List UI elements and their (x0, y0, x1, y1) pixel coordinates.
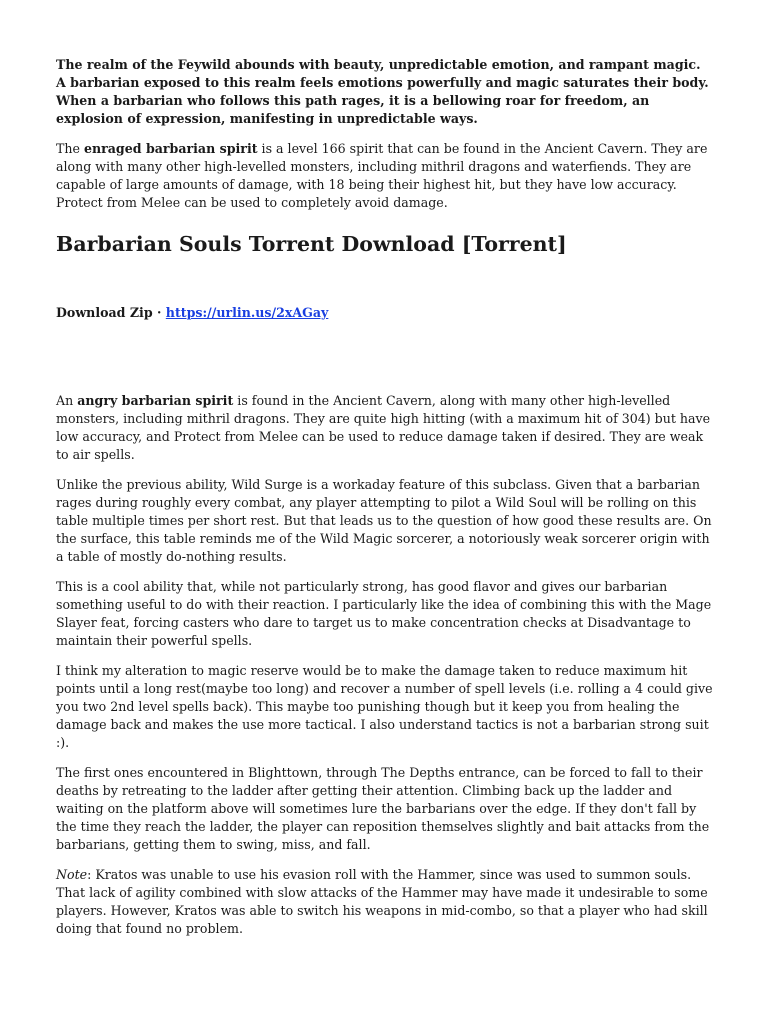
page-title: Barbarian Souls Torrent Download [Torrent] (56, 232, 567, 256)
paragraph-enraged-spirit (56, 140, 714, 212)
note-text: : Kratos was unable to use his evasion roll with the Hammer, since was used to summon souls. That lack of agility combined with slow attacks of the Hammer may have made it undesirable to some players. However, Kratos was able to switch his weapons in mid-combo, so that a player who had skill doing that found no problem. (56, 867, 708, 936)
note-label: Note (56, 867, 88, 882)
paragraph-cool-ability: This is a cool ability that, while not particularly strong, has good flavor and gives our barbarian something useful to do with their reaction. I particularly like the idea of combining this with the Mage Slayer feat, forcing casters who dare to target us to make concentration checks at Disadvantage to maintain their powerful spells. (56, 579, 712, 648)
download-link[interactable]: https://urlin.us/2xAGay (165, 305, 329, 320)
paragraph-magic-reserve: I think my alteration to magic reserve would be to make the damage taken to reduce maximum hit points until a long rest(maybe too long) and recover a number of spell levels (i.e. rolling a 4 could give you two 2nd level spells back). This maybe too punishing though but it keep you from healing the damage back and makes the use more tactical. I also understand tactics is not a barbarian strong suit :). (56, 663, 713, 750)
p2-bold-term: angry barbarian spirit (77, 393, 234, 408)
p2-pre: An (56, 393, 78, 408)
download-label: Download Zip · (56, 305, 166, 320)
p1-bold-term: enraged barbarian spirit (83, 141, 258, 156)
paragraph-kratos-note (56, 866, 714, 938)
p1-post: is a level 166 spirit that can be found in the Ancient Cavern. They are along with many other high-levelled monsters, including mithril dragons and waterfiends. They are capable of large amounts of damage, with 18 being their highest hit, but they have low accuracy. Protect from Melee can be used to completely avoid damage. (56, 141, 708, 210)
intro-paragraph: The realm of the Feywild abounds with beauty, unpredictable emotion, and rampant magic. A barbarian exposed to this realm feels emotions powerfully and magic saturates their body. When a barbarian who follows this path rages, it is a bellowing roar for freedom, an explosion of expression, manifesting in unpredictable ways. (56, 57, 709, 126)
paragraph-angry-spirit (56, 392, 714, 464)
paragraph-wild-surge: Unlike the previous ability, Wild Surge is a workaday feature of this subclass. Given that a barbarian rages during roughly every combat, any player attempting to pilot a Wild Soul will be rolling on this table multiple times per short rest. But that leads us to the question of how good these results are. On the surface, this table reminds me of the Wild Magic sorcerer, a notoriously weak sorcerer origin with a table of mostly do-nothing results. (56, 477, 712, 564)
p1-pre: The (56, 141, 84, 156)
download-line (56, 304, 714, 322)
p2-post: is found in the Ancient Cavern, along with many other high-levelled monsters, including mithril dragons. They are quite high hitting (with a maximum hit of 304) but have low accuracy, and Protect from Melee can be used to reduce damage taken if desired. They are weak to air spells. (56, 393, 711, 462)
paragraph-blighttown: The first ones encountered in Blighttown, through The Depths entrance, can be forced to fall to their deaths by retreating to the ladder after getting their attention. Climbing back up the ladder and waiting on the platform above will sometimes lure the barbarians over the edge. If they don't fall by the time they reach the ladder, the player can reposition themselves slightly and bait attacks from the barbarians, getting them to swing, miss, and fall. (56, 765, 710, 852)
